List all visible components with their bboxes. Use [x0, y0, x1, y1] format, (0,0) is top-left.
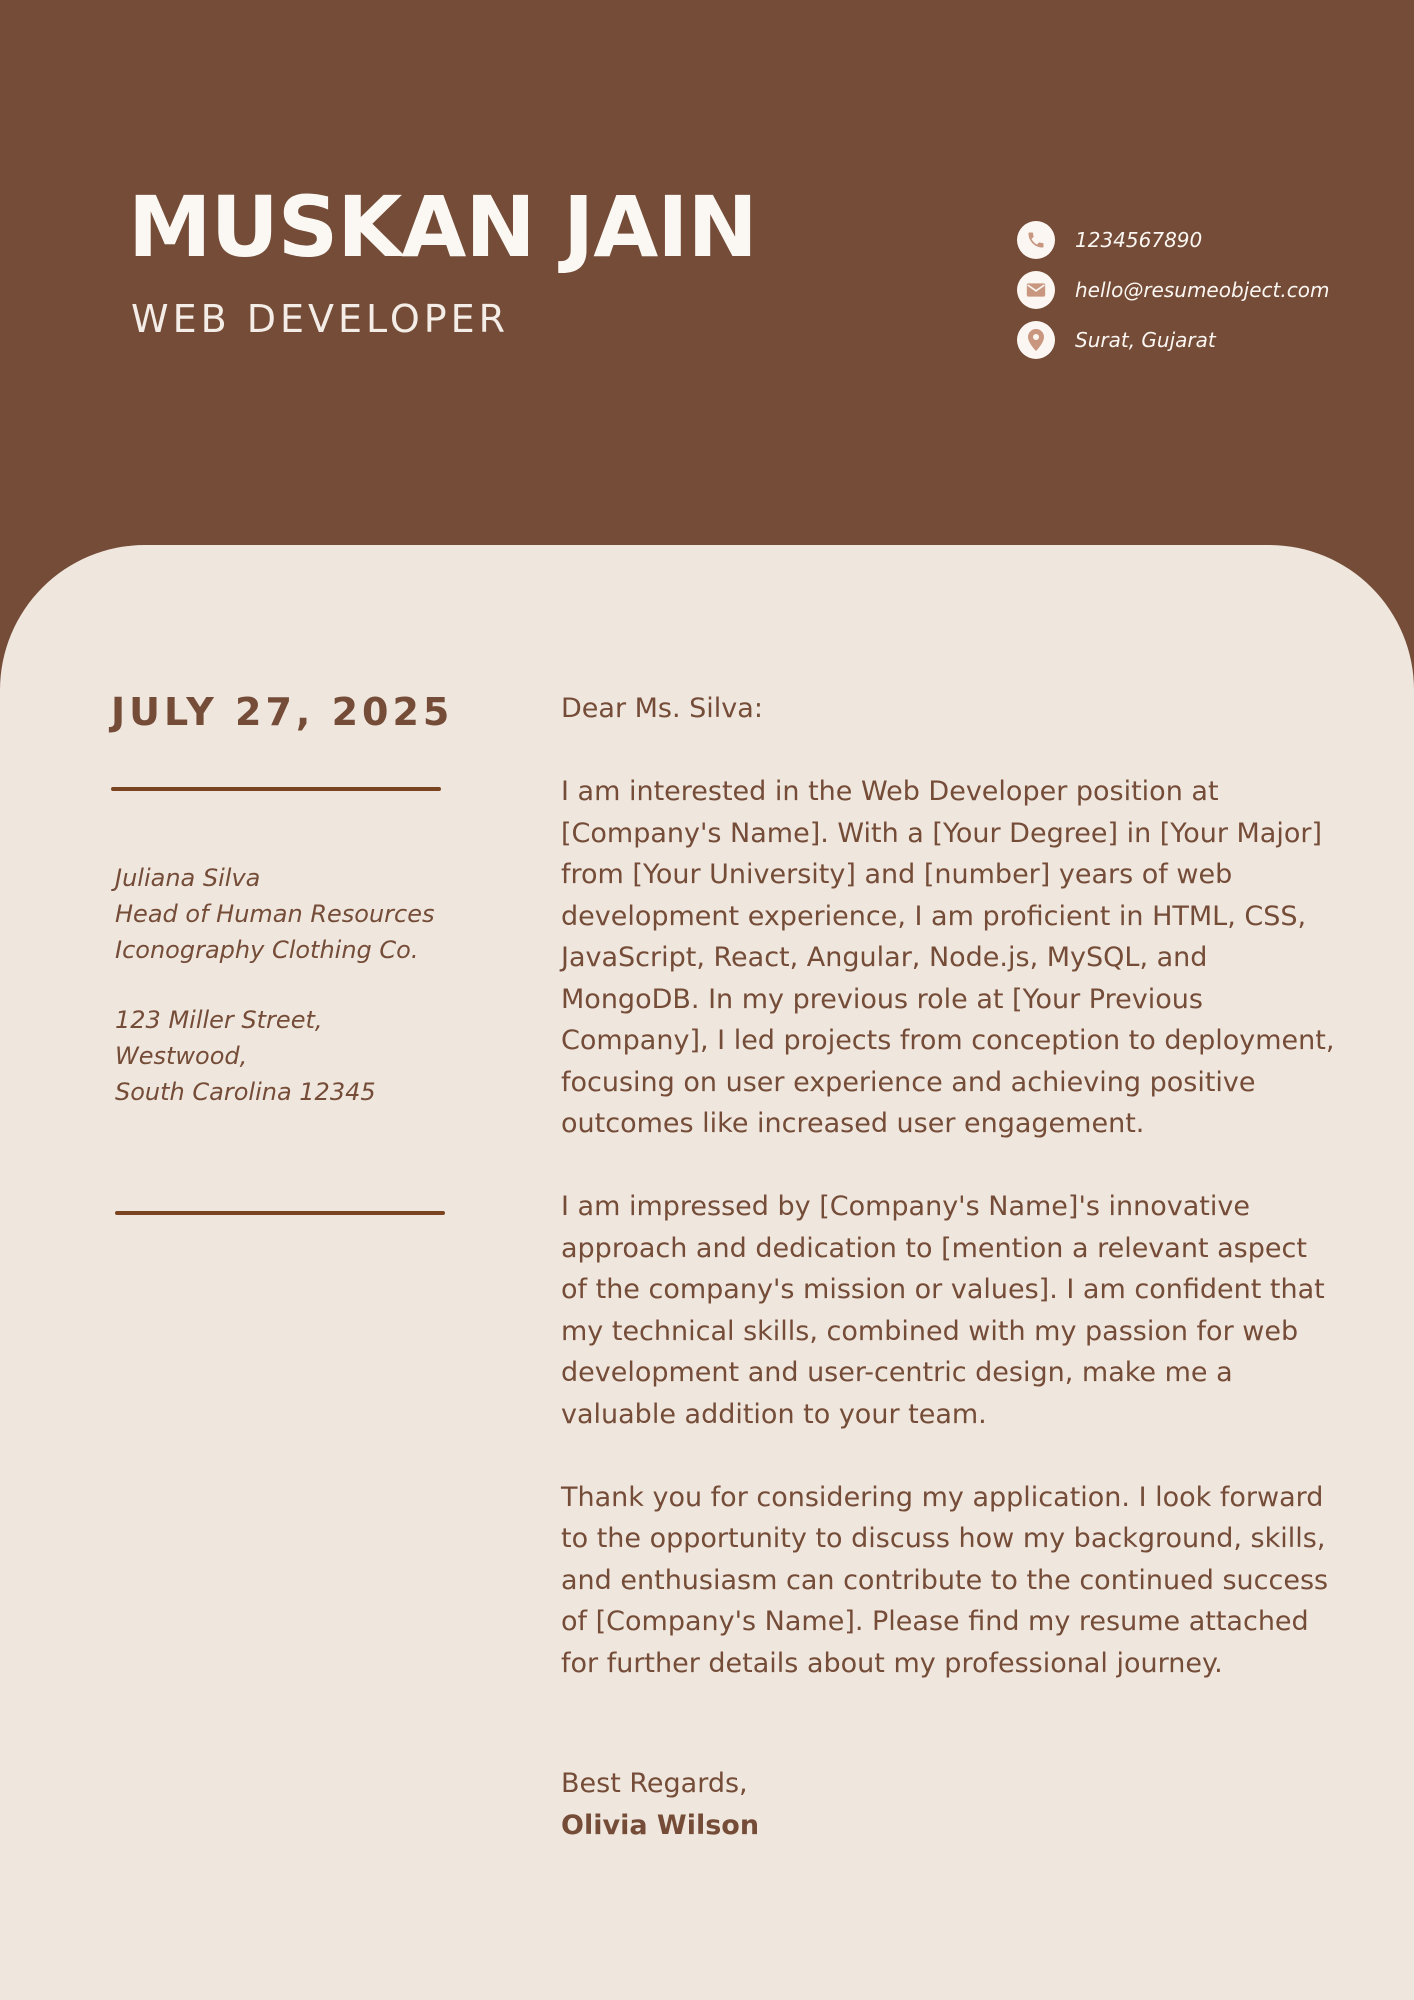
recipient-address-line1: 123 Miller Street, [115, 1006, 323, 1034]
letter-content [561, 688, 1341, 1726]
salutation: Dear Ms. Silva: [561, 693, 763, 724]
header-banner [0, 0, 1414, 545]
contact-item-email [1017, 270, 1377, 310]
contact-item-phone [1017, 220, 1377, 260]
contact-email: hello@resumeobject.com [1075, 278, 1330, 302]
contact-location: Surat, Gujarat [1075, 328, 1216, 352]
divider-top [111, 787, 441, 791]
recipient-company: Iconography Clothing Co. [115, 936, 419, 964]
recipient-name: Juliana Silva [115, 864, 261, 892]
divider-bottom [115, 1211, 445, 1215]
recipient-role: Head of Human Resources [115, 900, 435, 928]
closing-phrase: Best Regards, [561, 1768, 748, 1799]
mail-icon [1017, 271, 1055, 309]
paragraph-1: I am interested in the Web Developer position at [Company's Name]. With a [Your Degree] in [Your Major] from [Your University] and [number] years of web development experience, I am proficient in HTML, CSS, JavaScript, React, Angular, Node.js, MySQL, and MongoDB. In my previous role at [Your Previous Company], I led projects from conception to deployment, focusing on user experience and achieving positive outcomes like increased user engagement. [561, 776, 1335, 1139]
recipient-address-line3: South Carolina 12345 [115, 1078, 376, 1106]
recipient-address-line2: Westwood, [115, 1042, 248, 1070]
recipient-block [115, 860, 475, 1110]
contact-item-location [1017, 320, 1377, 360]
closing-block [561, 1763, 759, 1846]
applicant-name: MUSKAN JAIN [128, 178, 757, 276]
paragraph-3: Thank you for considering my application. I look forward to the opportunity to discuss how my background, skills, and enthusiasm can contribute to the continued success of [Company's Name]. Please find my resume attached for further details about my professional journey. [561, 1481, 1329, 1679]
applicant-title: WEB DEVELOPER [131, 297, 510, 341]
contact-phone: 1234567890 [1075, 228, 1203, 252]
contact-list [1017, 220, 1377, 370]
paragraph-2: I am impressed by [Company's Name]'s innovative approach and dedication to [mention a relevant aspect of the company's mission or values]. I am confident that my technical skills, combined with my passion for web development and user-centric design, make me a valuable addition to your team. [561, 1191, 1325, 1430]
phone-icon [1017, 221, 1055, 259]
location-pin-icon [1017, 321, 1055, 359]
letter-date: JULY 27, 2025 [111, 690, 454, 734]
signer-name: Olivia Wilson [561, 1809, 760, 1841]
